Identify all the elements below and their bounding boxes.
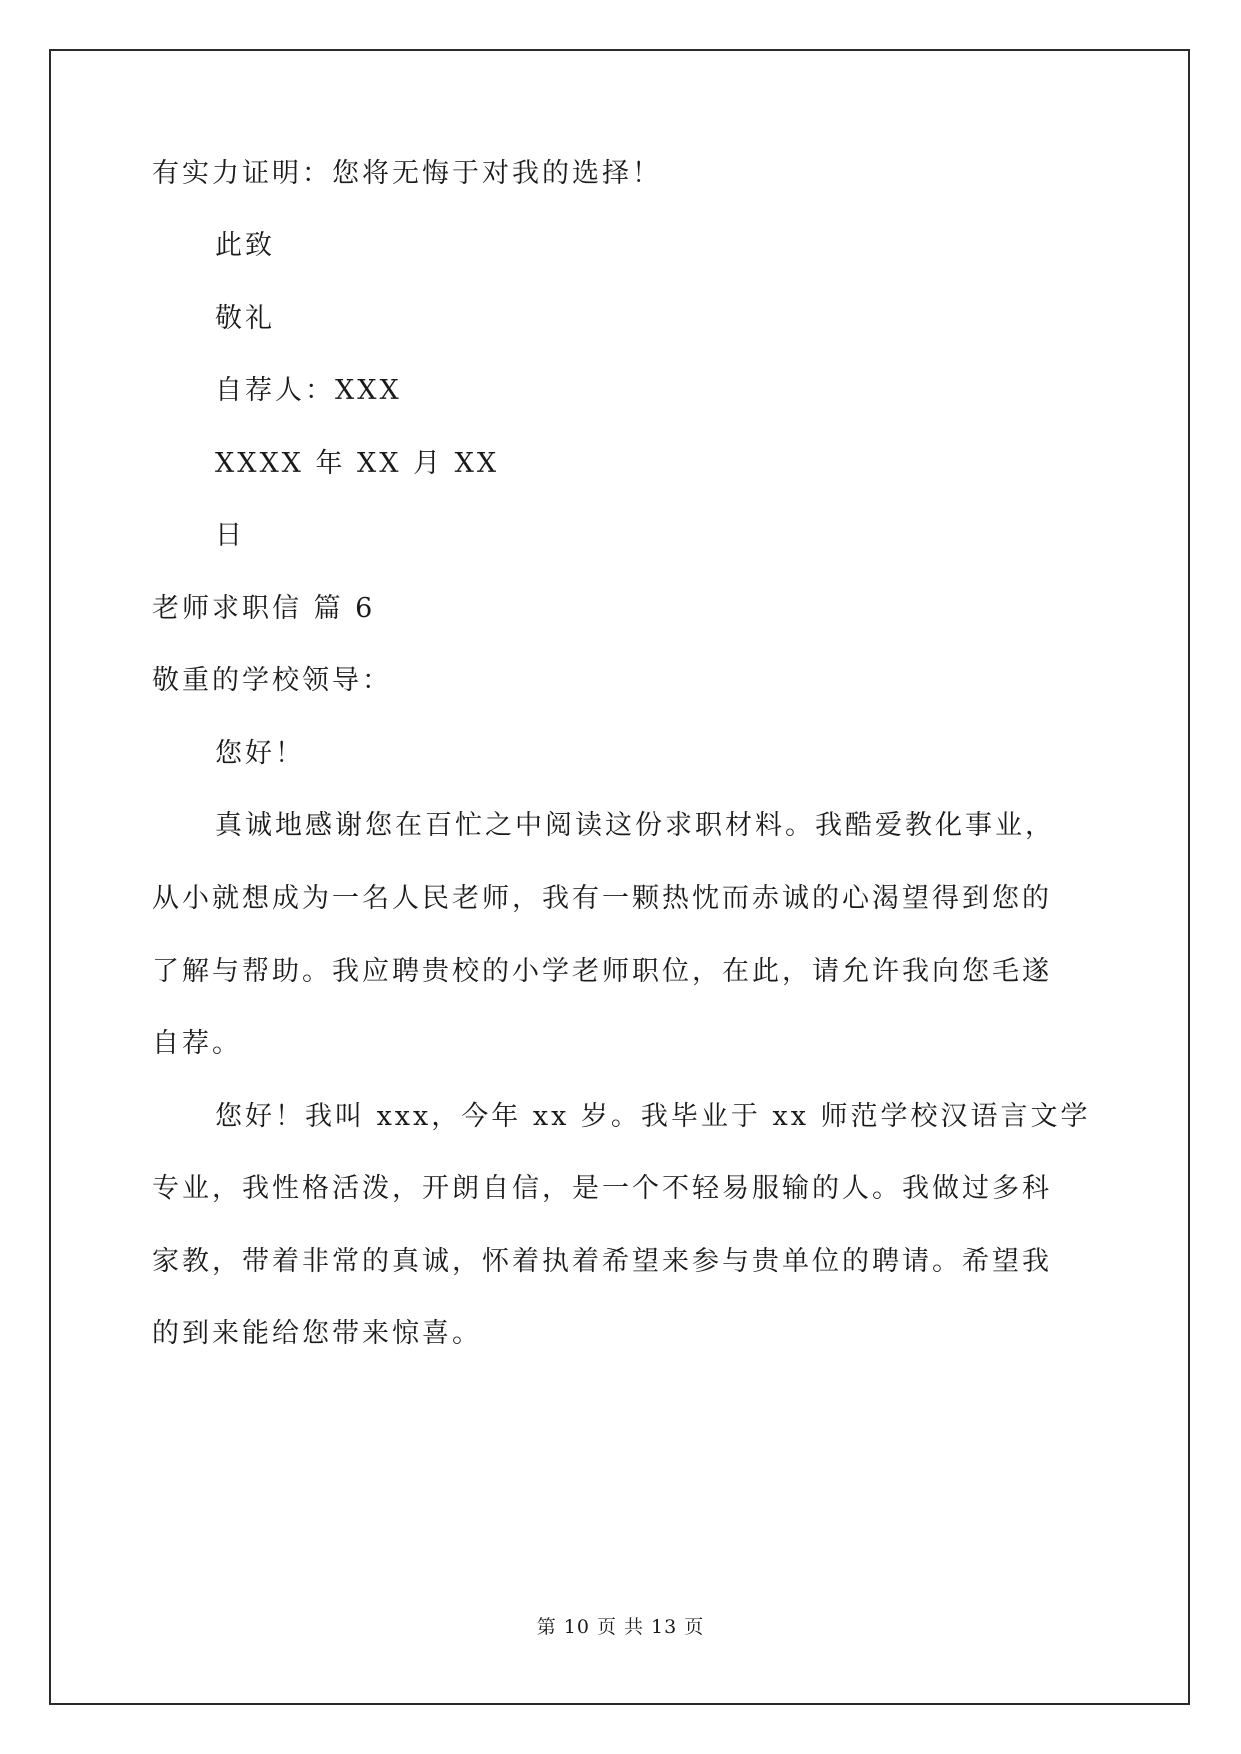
paragraph-line: 专业，我性格活泼，开朗自信，是一个不轻易服输的人。我做过多科 <box>152 1173 1052 1204</box>
paragraph-line: 自荐。 <box>152 1028 242 1059</box>
paragraph-line: 的到来能给您带来惊喜。 <box>152 1318 482 1349</box>
salutation-cizhi: 此致 <box>215 230 275 261</box>
salutation-jingli: 敬礼 <box>215 303 275 334</box>
paragraph-line: 真诚地感谢您在百忙之中阅读这份求职材料。我酷爱教化事业， <box>215 810 1055 841</box>
addressee: 敬重的学校领导： <box>152 665 392 696</box>
date-line: XXXX 年 XX 月 XX <box>215 448 500 479</box>
page-border <box>49 49 1190 1705</box>
paragraph-line: 了解与帮助。我应聘贵校的小学老师职位，在此，请允许我向您毛遂 <box>152 956 1052 987</box>
section-heading: 老师求职信 篇 6 <box>152 593 376 624</box>
greeting: 您好！ <box>215 738 305 769</box>
paragraph-line: 您好！我叫 xxx，今年 xx 岁。我毕业于 xx 师范学校汉语言文学 <box>215 1101 1091 1132</box>
closing-sentence: 有实力证明：您将无悔于对我的选择！ <box>152 158 662 189</box>
signer-line: 自荐人：XXX <box>215 375 402 406</box>
paragraph-line: 家教，带着非常的真诚，怀着执着希望来参与贵单位的聘请。希望我 <box>152 1246 1052 1277</box>
page-number-footer: 第 10 页 共 13 页 <box>536 1616 705 1638</box>
date-line-day: 日 <box>215 520 245 551</box>
paragraph-line: 从小就想成为一名人民老师，我有一颗热忱而赤诚的心渴望得到您的 <box>152 883 1052 914</box>
